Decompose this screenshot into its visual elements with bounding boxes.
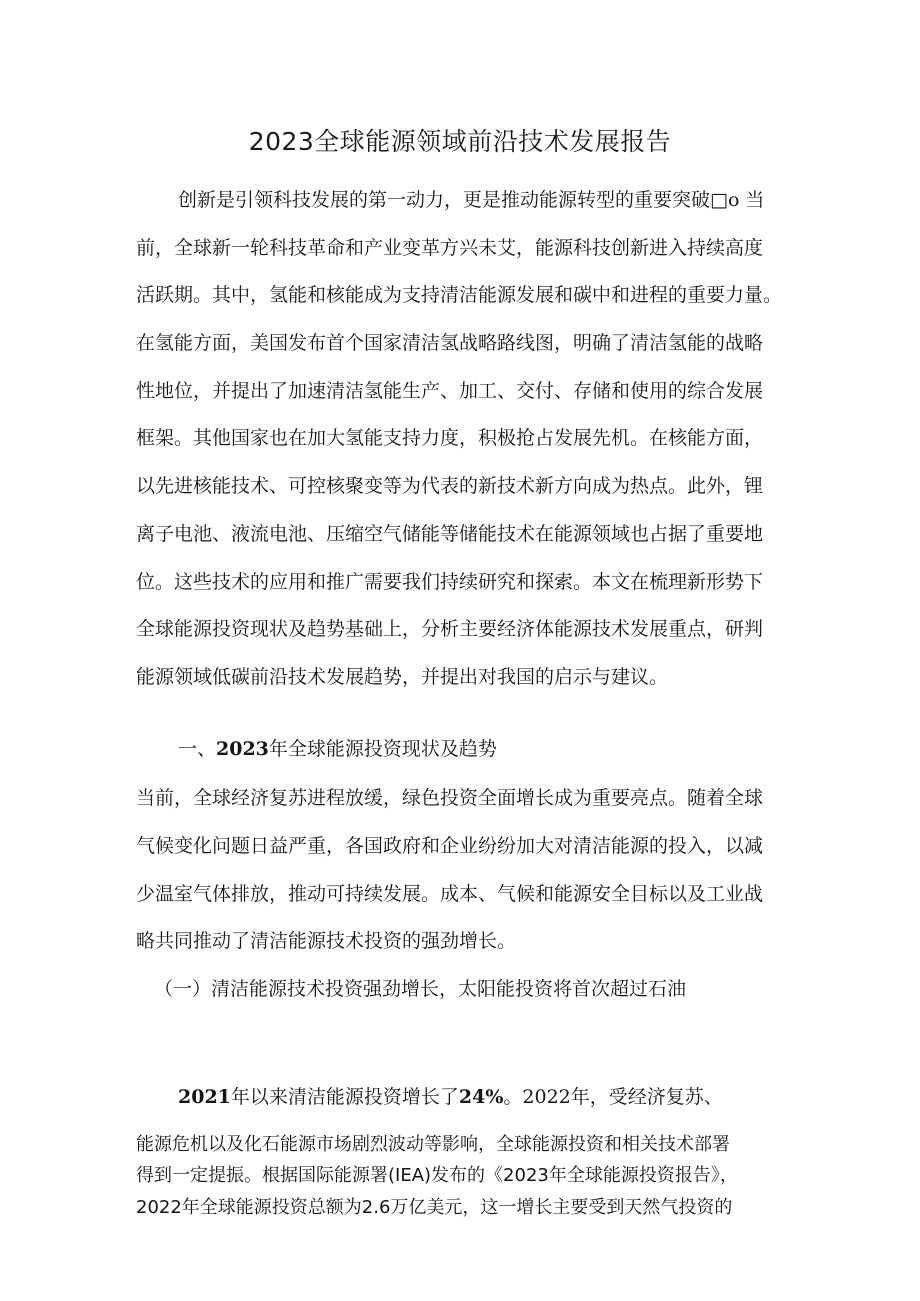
section-heading [178,737,497,761]
intro-line-11: 能源领域低碳前沿技术发展趋势，并提出对我国的启示与建议。 [136,666,669,688]
section-heading-prefix: 一、 [178,738,217,760]
para3-line-1 [178,1085,723,1109]
para3-line-2: 能源危机以及化石能源市场剧烈波动等影响，全球能源投资和相关技术部署 [136,1134,730,1155]
para3-line-4: 2022年全球能源投资总额为2.6万亿美元，这一增长主要受到天然气投资的 [136,1197,733,1218]
intro-line-7: 以先进核能技术、可控核聚变等为代表的新技术新方向成为热点。此外，锂 [136,475,764,497]
intro-line-4: 在氢能方面，美国发布首个国家清洁氢战略路线图，明确了清洁氢能的战略 [136,332,764,354]
para3-percent: 24% [458,1086,504,1108]
document-title: 2023全球能源领域前沿技术发展报告 [248,127,672,156]
section-heading-year: 2023 [216,738,269,760]
section-heading-text: 年全球能源投资现状及趋势 [268,738,497,760]
intro-line-5: 性地位，并提出了加速清洁氢能生产、加工、交付、存储和使用的综合发展 [136,380,764,402]
para3-text-1: 年以来清洁能源投资增长了 [230,1086,459,1108]
para3-line-3: 得到一定提振。根据国际能源署(IEA)发布的《2023年全球能源投资报告》， [136,1165,738,1186]
section1-line-3: 少温室气体排放，推动可持续发展。成本、气候和能源安全目标以及工业战 [136,883,764,905]
para3-year: 2021 [178,1086,231,1108]
intro-line-9: 位。这些技术的应用和推广需要我们持续研究和探索。本文在梳理新形势下 [136,571,764,593]
intro-line-8: 离子电池、液流电池、压缩空气储能等储能技术在能源领域也占据了重要地 [136,523,764,545]
para3-text-2: 。2022年，受经济复苏、 [503,1086,723,1108]
subsection-heading: （一）清洁能源技术投资强劲增长，太阳能投资将首次超过石油 [154,978,687,1000]
intro-line-3: 活跃期。其中，氢能和核能成为支持清洁能源发展和碳中和进程的重要力量。 [136,284,783,306]
intro-line-6: 框架。其他国家也在加大氢能支持力度，积极抢占发展先机。在核能方面， [136,427,764,449]
section1-line-4: 略共同推动了清洁能源技术投资的强劲增长。 [136,930,517,952]
section1-line-1: 当前，全球经济复苏进程放缓，绿色投资全面增长成为重要亮点。随着全球 [136,787,764,809]
intro-line-1: 创新是引领科技发展的第一动力，更是推动能源转型的重要突破□o 当 [178,189,765,211]
intro-line-2: 前，全球新一轮科技革命和产业变革方兴未艾，能源科技创新进入持续高度 [136,237,764,259]
intro-line-10: 全球能源投资现状及趋势基础上，分析主要经济体能源技术发展重点，研判 [136,618,764,640]
section1-line-2: 气候变化问题日益严重，各国政府和企业纷纷加大对清洁能源的投入，以减 [136,835,764,857]
